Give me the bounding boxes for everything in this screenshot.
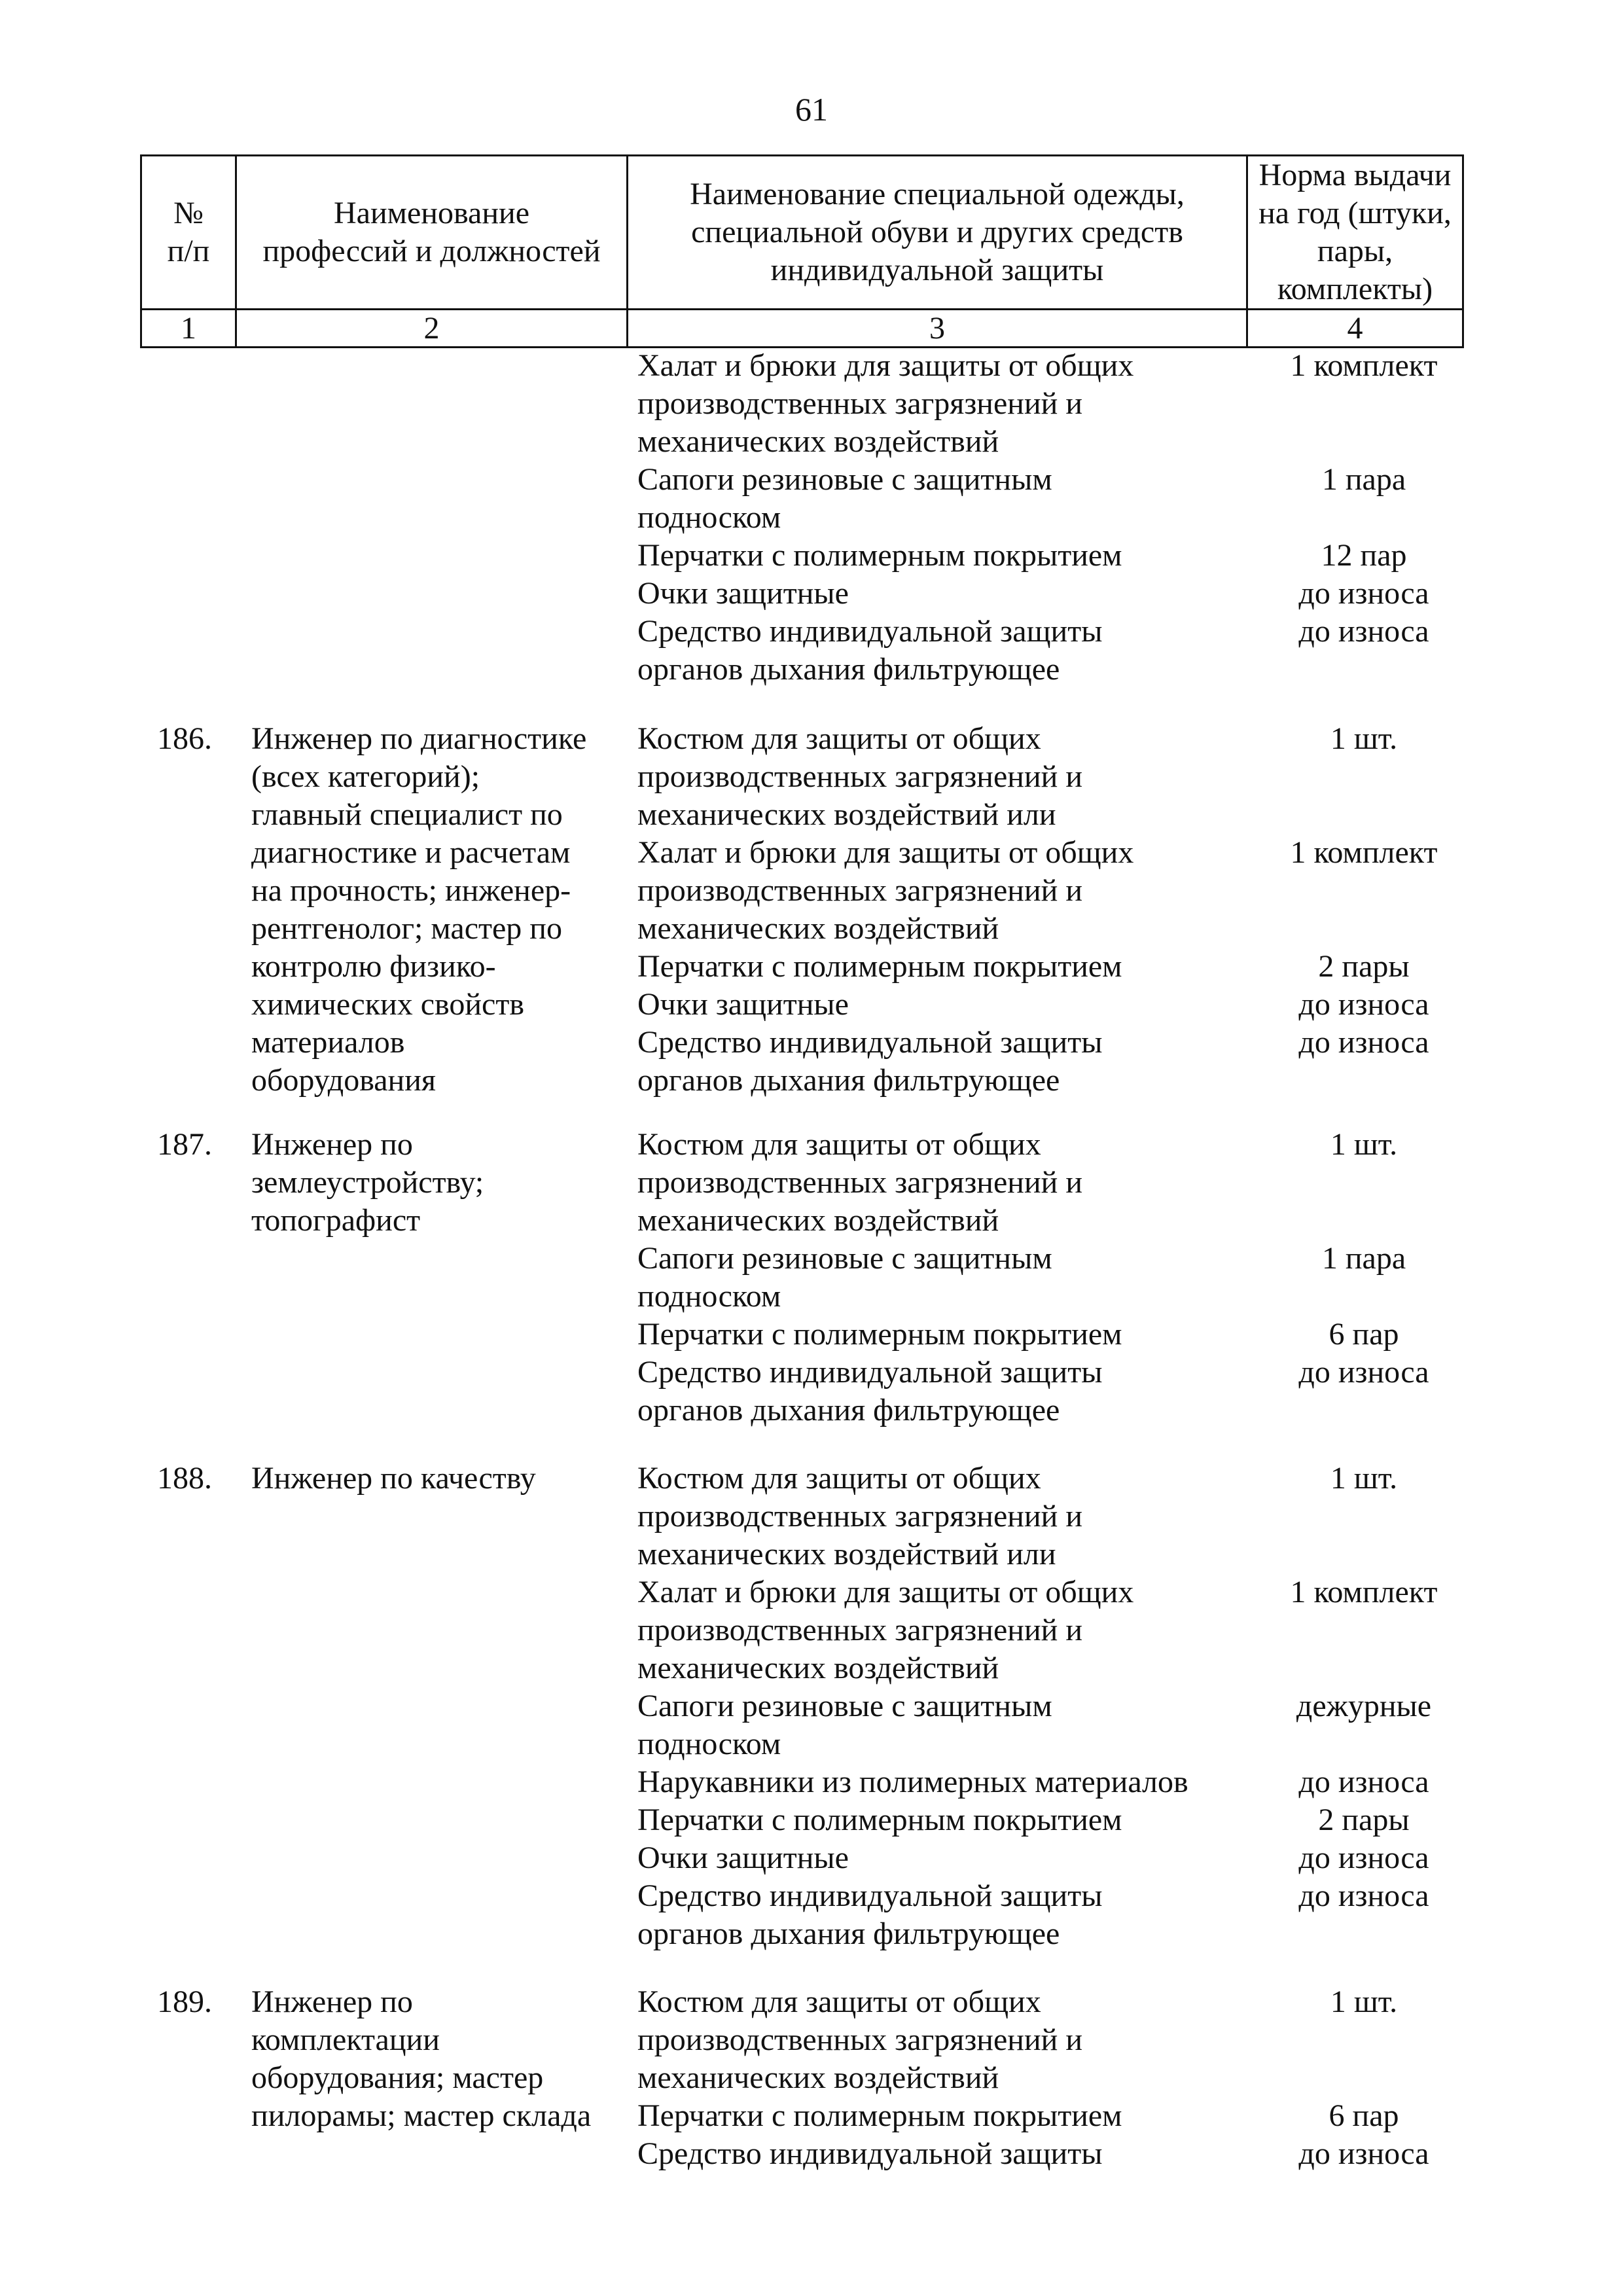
equipment-name-line: Очки защитные	[637, 1840, 849, 1875]
equipment-list	[637, 1126, 1623, 1429]
header-num-2: 2	[236, 310, 628, 348]
issue-norm: до износа	[1298, 1025, 1429, 1060]
equipment-name-line: производственных загрязнений и	[637, 1165, 1083, 1200]
row-number: 187.	[157, 1127, 212, 1162]
equipment-name	[637, 347, 1240, 461]
equipment-name	[637, 1839, 1240, 1877]
equipment-name-line: Средство индивидуальной защиты	[637, 614, 1103, 649]
equipment-name-line: Сапоги резиновые с защитным	[637, 1241, 1052, 1276]
equipment-name-line: производственных загрязнений и	[637, 386, 1083, 421]
profession-line: на прочность; инженер-	[251, 873, 571, 908]
equipment-item	[637, 1240, 1623, 1316]
profession-line: Инженер по	[251, 1984, 413, 2019]
equipment-name	[637, 1763, 1240, 1801]
equipment-name-line: производственных загрязнений и	[637, 1613, 1083, 1647]
issue-norm: до износа	[1298, 2136, 1429, 2171]
equipment-name-line: органов дыхания фильтрующее	[637, 652, 1060, 687]
equipment-item	[637, 720, 1623, 834]
equipment-name	[637, 1573, 1240, 1687]
profession-line: Инженер по	[251, 1127, 413, 1162]
equipment-name	[637, 1126, 1240, 1240]
equipment-name-line: механических воздействий	[637, 1203, 999, 1238]
equipment-name	[637, 1877, 1240, 1953]
page-number: 61	[795, 91, 828, 128]
header-col-equipment: Наименование специальной одежды, специальной обуви и других средств индивидуальной защиты	[628, 156, 1247, 310]
profession-line: главный специалист по	[251, 797, 563, 832]
profession-line: Инженер по диагностике	[251, 721, 587, 756]
equipment-item	[637, 1687, 1623, 1763]
equipment-name-line: производственных загрязнений и	[637, 1499, 1083, 1534]
equipment-name-line: органов дыхания фильтрующее	[637, 1063, 1060, 1098]
issue-norm: до износа	[1298, 1765, 1429, 1799]
row-number: 189.	[157, 1984, 212, 2019]
profession-line: оборудования	[251, 1063, 436, 1098]
equipment-item	[637, 2097, 1623, 2135]
issue-norm: 1 комплект	[1290, 348, 1438, 383]
equipment-item	[637, 1877, 1623, 1953]
equipment-name	[637, 2135, 1240, 2173]
equipment-list	[637, 1460, 1623, 1953]
issue-norm: 2 пары	[1318, 949, 1410, 984]
issue-norm: 1 комплект	[1290, 835, 1438, 870]
issue-norm: до износа	[1298, 576, 1429, 611]
equipment-name	[637, 575, 1240, 613]
profession-line: топографист	[251, 1203, 421, 1238]
issue-norm: 1 шт.	[1330, 721, 1398, 756]
equipment-name-line: Сапоги резиновые с защитным	[637, 1689, 1052, 1723]
equipment-name-line: подноском	[637, 1279, 781, 1314]
equipment-name	[637, 613, 1240, 689]
equipment-name-line: Нарукавники из полимерных материалов	[637, 1765, 1188, 1799]
equipment-list	[637, 1983, 1623, 2173]
equipment-name-line: механических воздействий	[637, 911, 999, 946]
issue-norm: 6 пар	[1329, 1317, 1399, 1352]
equipment-item	[637, 834, 1623, 948]
issue-norm: до износа	[1298, 987, 1429, 1022]
equipment-name-line: Костюм для защиты от общих	[637, 1984, 1041, 2019]
equipment-name	[637, 1460, 1240, 1573]
equipment-item	[637, 1801, 1623, 1839]
equipment-item	[637, 1316, 1623, 1354]
equipment-item	[637, 1763, 1623, 1801]
issue-norm: до износа	[1298, 1840, 1429, 1875]
equipment-name-line: Костюм для защиты от общих	[637, 1127, 1041, 1162]
equipment-name	[637, 1687, 1240, 1763]
profession-name	[251, 1460, 618, 1498]
equipment-item	[637, 986, 1623, 1024]
header-num-3: 3	[628, 310, 1247, 348]
profession-line: Инженер по качеству	[251, 1461, 536, 1496]
equipment-name	[637, 834, 1240, 948]
profession-line: материалов	[251, 1025, 405, 1060]
equipment-item	[637, 537, 1623, 575]
profession-line: пилорамы; мастер склада	[251, 2098, 592, 2133]
equipment-name-line: Перчатки с полимерным покрытием	[637, 949, 1122, 984]
header-col-norm: Норма выдачи на год (штуки, пары, комплекты)	[1247, 156, 1463, 310]
equipment-name	[637, 948, 1240, 986]
equipment-name-line: Перчатки с полимерным покрытием	[637, 538, 1122, 573]
profession-line: диагностике и расчетам	[251, 835, 571, 870]
row-number: 186.	[157, 721, 212, 756]
table-header	[140, 154, 1464, 348]
profession-line: землеустройству;	[251, 1165, 484, 1200]
equipment-name-line: Сапоги резиновые с защитным	[637, 462, 1052, 497]
equipment-name-line: Средство индивидуальной защиты	[637, 1878, 1103, 1913]
profession-name	[251, 1983, 618, 2135]
issue-norm: 1 шт.	[1330, 1984, 1398, 2019]
equipment-name-line: механических воздействий	[637, 1651, 999, 1685]
equipment-name	[637, 2097, 1240, 2135]
issue-norm: 6 пар	[1329, 2098, 1399, 2133]
equipment-name-line: подноском	[637, 500, 781, 535]
equipment-name-line: Халат и брюки для защиты от общих	[637, 835, 1134, 870]
equipment-name	[637, 720, 1240, 834]
issue-norm: 1 шт.	[1330, 1461, 1398, 1496]
equipment-name	[637, 1024, 1240, 1100]
profession-line: оборудования; мастер	[251, 2060, 544, 2095]
equipment-name-line: Костюм для защиты от общих	[637, 1461, 1041, 1496]
issue-norm: до износа	[1298, 614, 1429, 649]
equipment-item	[637, 948, 1623, 986]
equipment-list	[637, 720, 1623, 1100]
profession-line: контролю физико-	[251, 949, 496, 984]
equipment-item	[637, 1354, 1623, 1429]
equipment-name-line: Очки защитные	[637, 576, 849, 611]
issue-norm: 1 шт.	[1330, 1127, 1398, 1162]
equipment-name	[637, 1801, 1240, 1839]
equipment-name-line: органов дыхания фильтрующее	[637, 1393, 1060, 1427]
equipment-name-line: Очки защитные	[637, 987, 849, 1022]
issue-norm: 1 комплект	[1290, 1575, 1438, 1609]
equipment-name-line: производственных загрязнений и	[637, 759, 1083, 794]
equipment-item	[637, 613, 1623, 689]
equipment-name	[637, 461, 1240, 537]
profession-line: (всех категорий);	[251, 759, 480, 794]
equipment-name-line: механических воздействий	[637, 424, 999, 459]
equipment-item	[637, 2135, 1623, 2173]
issue-norm: 1 пара	[1321, 1241, 1406, 1276]
equipment-item	[637, 347, 1623, 461]
equipment-name-line: Средство индивидуальной защиты	[637, 1355, 1103, 1390]
equipment-name-line: Средство индивидуальной защиты	[637, 1025, 1103, 1060]
equipment-item	[637, 1573, 1623, 1687]
equipment-name-line: Костюм для защиты от общих	[637, 721, 1041, 756]
equipment-name-line: механических воздействий или	[637, 797, 1056, 832]
equipment-name-line: производственных загрязнений и	[637, 2022, 1083, 2057]
issue-norm: 2 пары	[1318, 1803, 1410, 1837]
issue-norm: до износа	[1298, 1878, 1429, 1913]
equipment-name	[637, 1354, 1240, 1429]
profession-line: рентгенолог; мастер по	[251, 911, 562, 946]
profession-name	[251, 720, 618, 1100]
profession-line: комплектации	[251, 2022, 440, 2057]
equipment-item	[637, 1024, 1623, 1100]
equipment-name	[637, 1240, 1240, 1316]
issue-norm: 12 пар	[1321, 538, 1407, 573]
profession-name	[251, 1126, 618, 1240]
profession-line: химических свойств	[251, 987, 524, 1022]
equipment-item	[637, 1460, 1623, 1573]
equipment-item	[637, 575, 1623, 613]
equipment-name-line: органов дыхания фильтрующее	[637, 1916, 1060, 1951]
equipment-name-line: Средство индивидуальной защиты	[637, 2136, 1103, 2171]
row-number: 188.	[157, 1461, 212, 1496]
equipment-name-line: Перчатки с полимерным покрытием	[637, 2098, 1122, 2133]
header-col-profession: Наименование профессий и должностей	[236, 156, 628, 310]
header-num-4: 4	[1247, 310, 1463, 348]
equipment-name-line: подноском	[637, 1727, 781, 1761]
issue-norm: дежурные	[1296, 1689, 1432, 1723]
equipment-name	[637, 1316, 1240, 1354]
equipment-name-line: Халат и брюки для защиты от общих	[637, 348, 1134, 383]
equipment-item	[637, 461, 1623, 537]
equipment-name-line: механических воздействий	[637, 2060, 999, 2095]
equipment-name	[637, 986, 1240, 1024]
issue-norm: 1 пара	[1321, 462, 1406, 497]
equipment-item	[637, 1839, 1623, 1877]
equipment-name-line: механических воздействий или	[637, 1537, 1056, 1571]
equipment-list	[637, 347, 1623, 689]
equipment-name	[637, 1983, 1240, 2097]
equipment-name-line: Халат и брюки для защиты от общих	[637, 1575, 1134, 1609]
equipment-item	[637, 1126, 1623, 1240]
equipment-item	[637, 1983, 1623, 2097]
equipment-name	[637, 537, 1240, 575]
equipment-name-line: Перчатки с полимерным покрытием	[637, 1317, 1122, 1352]
header-col-number: № п/п	[141, 156, 236, 310]
equipment-name-line: производственных загрязнений и	[637, 873, 1083, 908]
issue-norm: до износа	[1298, 1355, 1429, 1390]
equipment-name-line: Перчатки с полимерным покрытием	[637, 1803, 1122, 1837]
header-num-1: 1	[141, 310, 236, 348]
